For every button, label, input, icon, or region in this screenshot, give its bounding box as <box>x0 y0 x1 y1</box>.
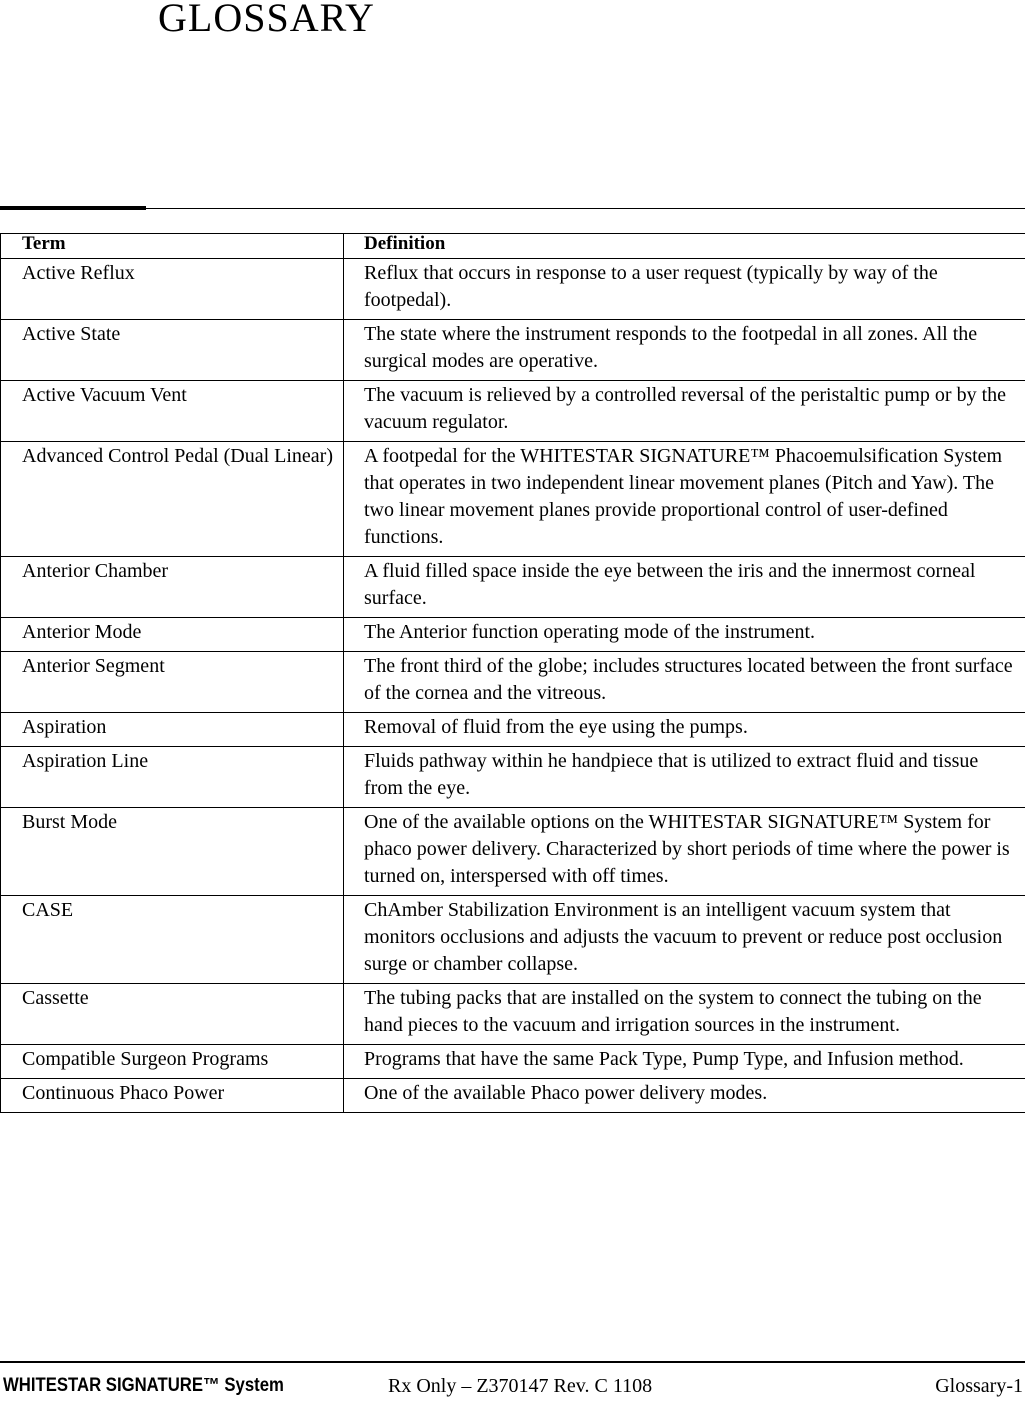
glossary-definition: ChAmber Stabilization Environment is an intelligent vacuum system that monitors occlusions and adjusts the vacuum to prevent or reduce post occlusion surge or chamber collapse. <box>344 896 1025 984</box>
table-row <box>1 259 1025 320</box>
footer-rule <box>0 1361 1025 1363</box>
glossary-definition: The state where the instrument responds to the footpedal in all zones. All the surgical modes are operative. <box>344 320 1025 381</box>
glossary-term: Compatible Surgeon Programs <box>1 1045 344 1079</box>
column-header-term: Term <box>1 234 344 259</box>
table-row <box>1 652 1025 713</box>
glossary-term: Anterior Segment <box>1 652 344 713</box>
glossary-definition: The front third of the globe; includes structures located between the front surface of the cornea and the vitreous. <box>344 652 1025 713</box>
glossary-term: Anterior Chamber <box>1 557 344 618</box>
glossary-definition: One of the available Phaco power delivery modes. <box>344 1079 1025 1113</box>
glossary-definition: A footpedal for the WHITESTAR SIGNATURE™ Phacoemulsification System that operates in two independent linear movement planes (Pitch and Yaw). The two linear movement planes provide proportional control of user-defined functions. <box>344 442 1025 557</box>
glossary-term: Aspiration Line <box>1 747 344 808</box>
table-row <box>1 713 1025 747</box>
glossary-definition: A fluid filled space inside the eye between the iris and the innermost corneal surface. <box>344 557 1025 618</box>
table-row <box>1 808 1025 896</box>
glossary-body <box>1 259 1025 1113</box>
table-row <box>1 1045 1025 1079</box>
page-title: GLOSSARY <box>158 0 375 41</box>
glossary-term: Active State <box>1 320 344 381</box>
glossary-term: Active Vacuum Vent <box>1 381 344 442</box>
title-rule-thin <box>146 208 1025 209</box>
glossary-definition: Programs that have the same Pack Type, Pump Type, and Infusion method. <box>344 1045 1025 1079</box>
glossary-table <box>0 233 1025 1113</box>
table-row <box>1 896 1025 984</box>
glossary-term: CASE <box>1 896 344 984</box>
glossary-definition: The vacuum is relieved by a controlled reversal of the peristaltic pump or by the vacuum regulator. <box>344 381 1025 442</box>
table-row <box>1 557 1025 618</box>
table-row <box>1 618 1025 652</box>
glossary-term: Aspiration <box>1 713 344 747</box>
table-row <box>1 1079 1025 1113</box>
glossary-term: Continuous Phaco Power <box>1 1079 344 1113</box>
glossary-term: Burst Mode <box>1 808 344 896</box>
footer-page-number: Glossary-1 <box>935 1375 1023 1398</box>
table-row <box>1 984 1025 1045</box>
glossary-definition: One of the available options on the WHITESTAR SIGNATURE™ System for phaco power delivery. Characterized by short periods of time where the power is turned on, interspersed with off times. <box>344 808 1025 896</box>
footer-document-id: Rx Only – Z370147 Rev. C 1108 <box>388 1375 652 1398</box>
table-row <box>1 747 1025 808</box>
table-header-row <box>1 234 1025 259</box>
page-footer <box>0 1375 1025 1405</box>
footer-product: WHITESTAR SIGNATURE™ System <box>3 1375 284 1397</box>
table-row <box>1 442 1025 557</box>
table-row <box>1 320 1025 381</box>
column-header-definition: Definition <box>344 234 1025 259</box>
glossary-definition: The Anterior function operating mode of the instrument. <box>344 618 1025 652</box>
glossary-definition: The tubing packs that are installed on the system to connect the tubing on the hand pieces to the vacuum and irrigation sources in the instrument. <box>344 984 1025 1045</box>
glossary-term: Advanced Control Pedal (Dual Linear) <box>1 442 344 557</box>
glossary-term: Active Reflux <box>1 259 344 320</box>
glossary-term: Cassette <box>1 984 344 1045</box>
glossary-definition: Fluids pathway within he handpiece that is utilized to extract fluid and tissue from the eye. <box>344 747 1025 808</box>
glossary-definition: Removal of fluid from the eye using the pumps. <box>344 713 1025 747</box>
glossary-term: Anterior Mode <box>1 618 344 652</box>
title-rule-thick <box>0 206 146 210</box>
glossary-definition: Reflux that occurs in response to a user request (typically by way of the footpedal). <box>344 259 1025 320</box>
table-row <box>1 381 1025 442</box>
